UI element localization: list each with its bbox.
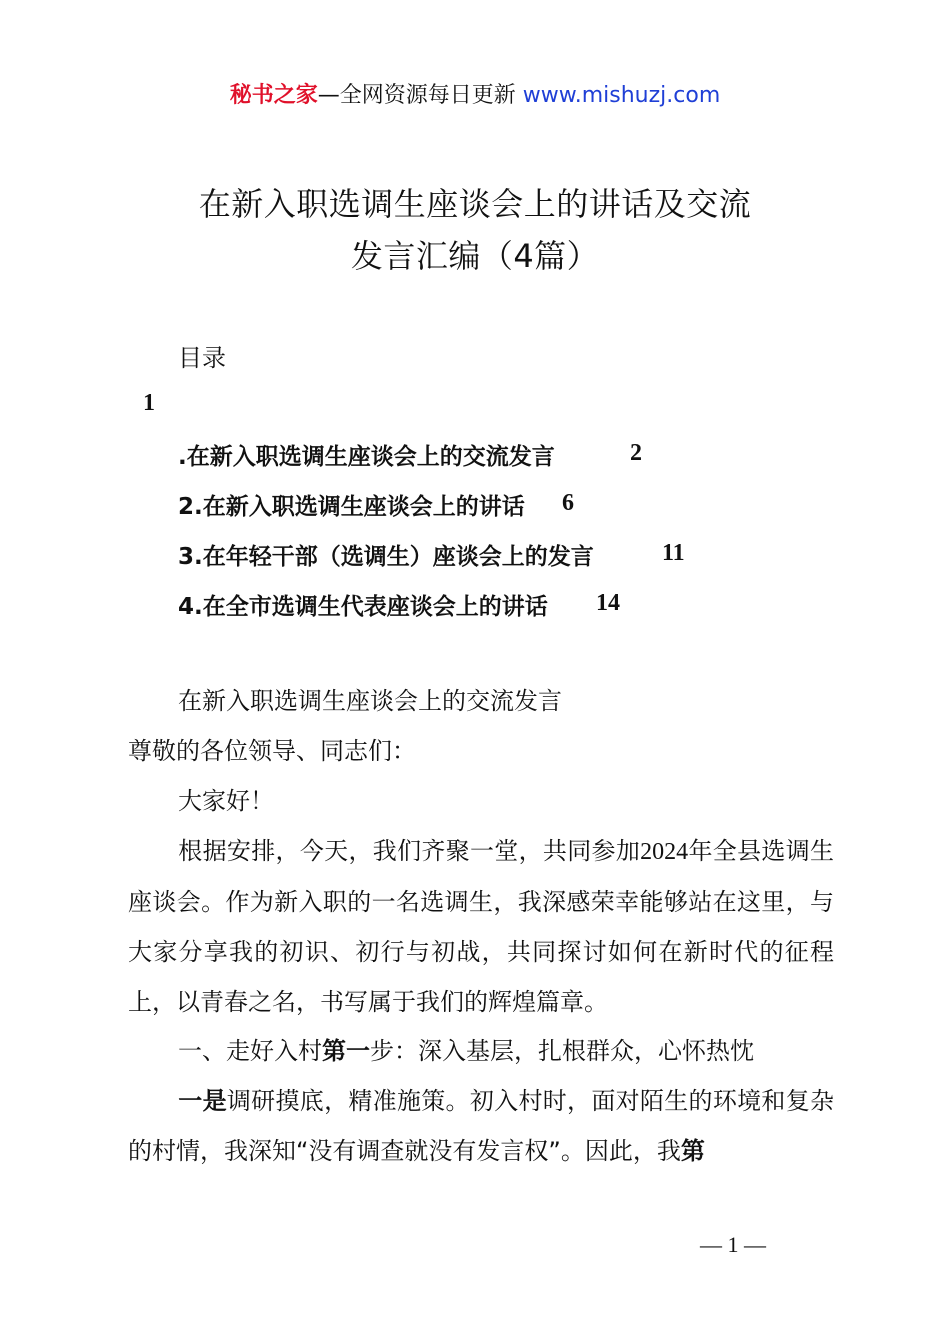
site-url[interactable]: www.mishuzj.com [522,83,721,108]
greeting: 大家好！ [178,787,274,815]
site-header [0,80,950,112]
toc-heading: 目录 [178,344,226,372]
toc-item-page: 6 [562,490,574,516]
toc-item-label: 2.在新入职选调生座谈会上的讲话 [178,494,525,520]
toc-item-label: 3.在年轻干部（选调生）座谈会上的发言 [178,544,594,570]
toc-item[interactable] [178,488,525,521]
toc-number-1: 1 [143,390,155,416]
paragraph-1: 根据安排，今天，我们齐聚一堂，共同参加2024年全县选调生座谈会。作为新入职的一名选调生，我深感荣幸能够站在这里，与大家分享我的初识、初行与初战，共同探讨如何在新时代的征程上，以青春之名，书写属于我们的辉煌篇章。 [128,837,835,1016]
toc-item[interactable] [178,438,555,471]
toc-item[interactable] [178,538,594,571]
toc-item-page: 11 [662,540,685,566]
toc-item-label: 4.在全市选调生代表座谈会上的讲话 [178,594,548,620]
doc-title-line2: 发言汇编（4篇） [350,237,600,275]
toc-item-label: .在新入职选调生座谈会上的交流发言 [178,444,555,470]
salutation: 尊敬的各位领导、同志们： [128,737,416,765]
toc-item[interactable] [178,588,548,621]
toc-item-page: 14 [596,590,620,616]
article-title: 在新入职选调生座谈会上的交流发言 [178,687,562,715]
page-number: — 1 — [700,1232,766,1257]
header-tagline: —全网资源每日更新 [317,83,516,108]
paragraph-2: 一是调研摸底，精准施策。初入村时，面对陌生的环境和复杂的村情，我深知“没有调查就没有发言权”。因此，我第 [128,1087,834,1165]
brand-name: 秘书之家 [229,83,318,108]
section-heading-1: 一、走好入村第一步：深入基层，扎根群众，心怀热忱 [178,1037,754,1065]
doc-title-line1: 在新入职选调生座谈会上的讲话及交流 [198,185,752,223]
toc-item-page: 2 [630,440,642,466]
